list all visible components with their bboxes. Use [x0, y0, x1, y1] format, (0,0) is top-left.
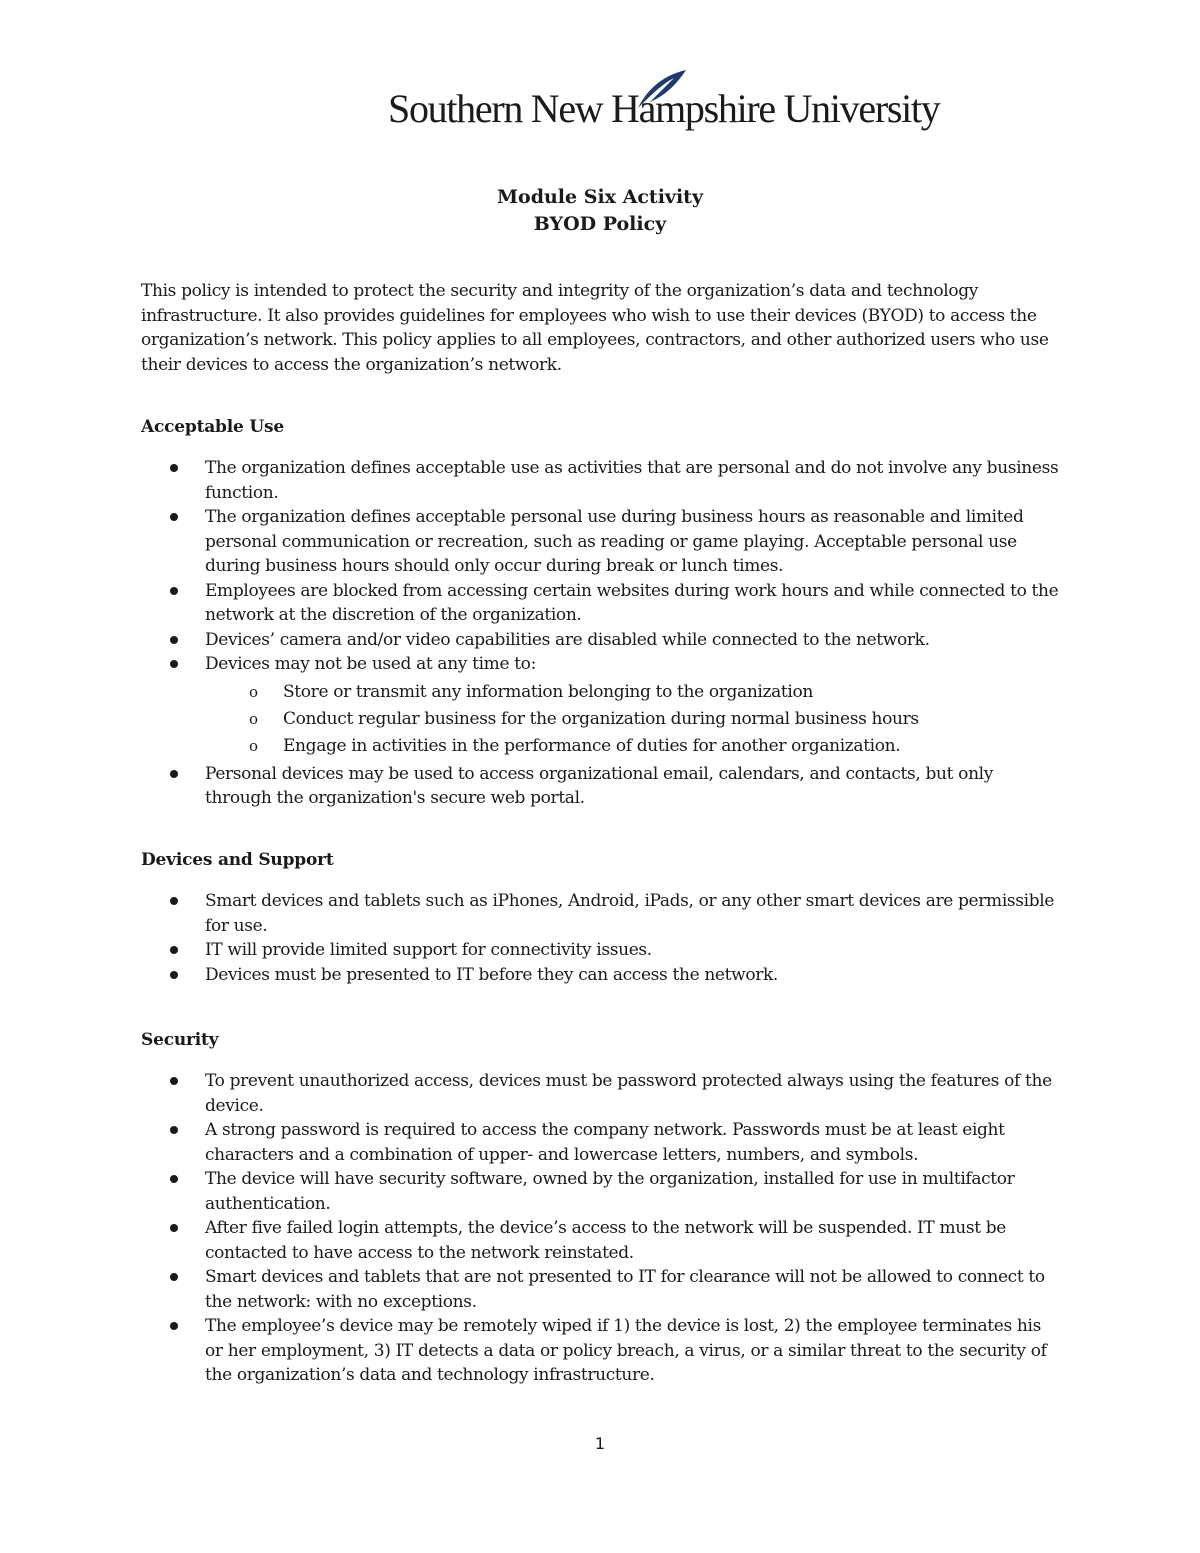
acceptable-use-list: [141, 456, 1061, 811]
list-item: The organization defines acceptable use as activities that are personal and do not involve any business function.: [141, 456, 1061, 505]
section-heading-security: Security: [141, 1030, 219, 1050]
bullet-icon: [170, 1077, 178, 1085]
hollow-bullet-icon: o: [249, 682, 258, 701]
section-heading-acceptable-use: Acceptable Use: [141, 417, 284, 437]
bullet-icon: [170, 770, 178, 778]
university-logo: [388, 70, 940, 136]
bullet-icon: [170, 1273, 178, 1281]
intro-paragraph: This policy is intended to protect the security and integrity of the organization’s data and technology infrastructure. It also provides guidelines for employees who wish to use their devices (BYOD) to access the organization’s network. This policy applies to all employees, contractors, and other authorized users who use their devices to access the organization’s network.: [141, 281, 1049, 375]
list-item: Devices may not be used at any time to: o Store or transmit any information belonging to the organization o Conduct regular business for the organization during normal business hours o Engage in activities in the performance of duties for another organization.: [141, 652, 1061, 760]
section-heading-devices-support: Devices and Support: [141, 850, 334, 870]
list-item: The organization defines acceptable personal use during business hours as reasonable and limited personal communication or recreation, such as reading or game playing. Acceptable personal use during business hours should only occur during break or lunch times.: [141, 505, 1061, 579]
bullet-icon: [170, 897, 178, 905]
security-list: [141, 1069, 1061, 1388]
bullet-icon: [170, 636, 178, 644]
list-item: Personal devices may be used to access organizational email, calendars, and contacts, but only through the organization's secure web portal.: [141, 762, 1061, 811]
list-item: The employee’s device may be remotely wiped if 1) the device is lost, 2) the employee terminates his or her employment, 3) IT detects a data or policy breach, a virus, or a similar threat to the security of the organization’s data and technology infrastructure.: [141, 1314, 1061, 1388]
list-item: Devices’ camera and/or video capabilities are disabled while connected to the network.: [141, 628, 1061, 653]
hollow-bullet-icon: o: [249, 709, 258, 728]
bullet-icon: [170, 946, 178, 954]
bullet-icon: [170, 1224, 178, 1232]
page-number: 1: [594, 1434, 606, 1453]
bullet-icon: [170, 1175, 178, 1183]
list-item: Employees are blocked from accessing certain websites during work hours and while connected to the network at the discretion of the organization.: [141, 579, 1061, 628]
list-item: Smart devices and tablets such as iPhones, Android, iPads, or any other smart devices are permissible for use.: [141, 889, 1061, 938]
bullet-icon: [170, 587, 178, 595]
list-item: Smart devices and tablets that are not presented to IT for clearance will not be allowed to connect to the network: with no exceptions.: [141, 1265, 1061, 1314]
list-item: A strong password is required to access the company network. Passwords must be at least eight characters and a combination of upper- and lowercase letters, numbers, and symbols.: [141, 1118, 1061, 1167]
list-item: Devices must be presented to IT before they can access the network.: [141, 963, 1061, 988]
bullet-icon: [170, 1126, 178, 1134]
list-item: After five failed login attempts, the device’s access to the network will be suspended. IT must be contacted to have access to the network reinstated.: [141, 1216, 1061, 1265]
bullet-icon: [170, 660, 178, 668]
sub-list-item: o Engage in activities in the performance of duties for another organization.: [205, 733, 1061, 760]
list-item: To prevent unauthorized access, devices must be password protected always using the features of the device.: [141, 1069, 1061, 1118]
sub-list: [205, 679, 1061, 760]
document-title: Module Six Activity: [497, 186, 703, 208]
bullet-icon: [170, 513, 178, 521]
sub-list-item: o Store or transmit any information belonging to the organization: [205, 679, 1061, 706]
bullet-icon: [170, 464, 178, 472]
devices-support-list: [141, 889, 1061, 987]
logo-wordmark: Southern New Hampshire University: [388, 86, 940, 131]
list-item: IT will provide limited support for connectivity issues.: [141, 938, 1061, 963]
document-subtitle: BYOD Policy: [533, 213, 667, 235]
hollow-bullet-icon: o: [249, 736, 258, 755]
list-item: The device will have security software, owned by the organization, installed for use in multifactor authentication.: [141, 1167, 1061, 1216]
bullet-icon: [170, 1322, 178, 1330]
sub-list-item: o Conduct regular business for the organization during normal business hours: [205, 706, 1061, 733]
bullet-icon: [170, 971, 178, 979]
